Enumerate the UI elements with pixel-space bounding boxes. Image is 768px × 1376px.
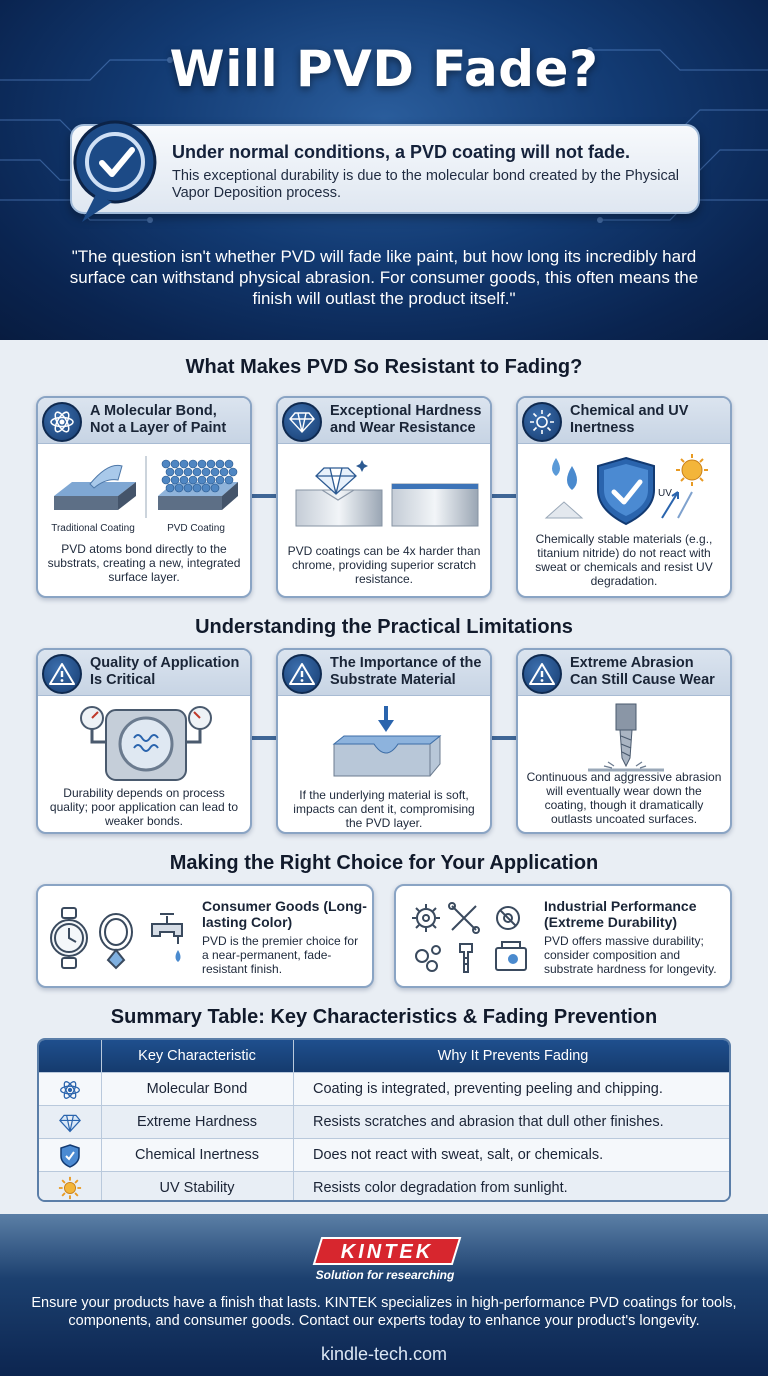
table-row <box>39 1171 729 1202</box>
card-abrasion <box>516 648 732 834</box>
hardness-illustration <box>292 454 482 534</box>
card-description: Continuous and aggressive abrasion will eventually wear down the coating, though it dramatically outlasts uncoated surfaces. <box>526 770 722 826</box>
consumer-goods-icons <box>50 906 200 970</box>
table-cell: Resists color degradation from sunlight. <box>313 1180 568 1196</box>
choice-description: PVD offers massive durability; consider composition and substrate hardness for longevity. <box>544 934 717 976</box>
section-title-choice: Making the Right Choice for Your Application <box>169 852 599 874</box>
website-link[interactable]: kindle-tech.com <box>320 1344 448 1364</box>
coating-comparison-illustration <box>48 452 244 522</box>
atom-icon <box>42 402 82 442</box>
table-row <box>39 1105 729 1138</box>
chemical-uv-illustration <box>542 452 712 530</box>
card-chemical-uv <box>516 396 732 598</box>
column-header: Why It Prevents Fading <box>437 1048 589 1064</box>
card-substrate <box>276 648 492 834</box>
sun-icon <box>58 1176 82 1200</box>
section-title-resistance: What Makes PVD So Resistant to Fading? <box>185 356 583 378</box>
vacuum-chamber-illustration <box>78 702 214 784</box>
callout-body: This exceptional durability is due to the molecular bond created by the Physical Vapor Deposition process. <box>172 168 679 201</box>
choice-title: Consumer Goods (Long-lasting Color) <box>202 898 367 930</box>
industrial-tools-icons <box>408 900 540 976</box>
footer <box>0 1214 768 1376</box>
card-description: If the underlying material is soft, impacts can dent it, compromising the PVD layer. <box>293 788 475 830</box>
table-cell: Coating is integrated, preventing peeling and chipping. <box>313 1081 663 1097</box>
drill-abrasion-illustration <box>584 702 668 778</box>
uv-label: UV <box>658 488 672 499</box>
sun-chemical-icon <box>522 402 562 442</box>
warning-icon <box>42 654 82 694</box>
card-description: PVD atoms bond directly to the substrats, creating a new, integrated surface layer. <box>47 542 241 584</box>
table-header <box>39 1040 729 1072</box>
brand-tagline: Solution for researching <box>315 1268 455 1282</box>
column-header: Key Characteristic <box>138 1048 256 1064</box>
table-row <box>39 1072 729 1105</box>
shield-icon <box>60 1144 80 1168</box>
card-title: Exceptional Hardness and Wear Resistance <box>330 403 482 436</box>
table-cell: Extreme Hardness <box>136 1114 258 1130</box>
section-title-limitations: Understanding the Practical Limitations <box>195 616 573 638</box>
card-application-quality <box>36 648 252 834</box>
section-title-summary: Summary Table: Key Characteristics & Fading Prevention <box>110 1006 658 1028</box>
card-title: Chemical and UV Inertness <box>570 403 689 436</box>
card-molecular-bond <box>36 396 252 598</box>
expert-quote: "The question isn't whether PVD will fade like paint, but how long its incredibly hard surface can withstand physical abrasion. For consumer goods, this often means the finish will outlast the product itself." <box>69 247 699 308</box>
key-answer-callout <box>70 124 700 214</box>
table-row <box>39 1138 729 1171</box>
choice-title: Industrial Performance (Extreme Durability) <box>544 898 697 930</box>
table-cell: Does not react with sweat, salt, or chemicals. <box>313 1147 604 1163</box>
hero-banner <box>0 0 768 340</box>
table-cell: UV Stability <box>159 1180 235 1196</box>
choice-industrial <box>394 884 732 988</box>
atom-icon <box>59 1079 81 1101</box>
choice-description: PVD is the premier choice for a near-permanent, fade-resistant finish. <box>202 934 359 976</box>
card-hardness <box>276 396 492 598</box>
summary-table <box>37 1038 731 1202</box>
card-title: Extreme Abrasion Can Still Cause Wear <box>570 655 715 688</box>
check-badge-icon <box>72 118 158 226</box>
diamond-icon <box>59 1112 81 1134</box>
card-title: The Importance of the Substrate Material <box>330 655 482 688</box>
card-title: Quality of Application Is Critical <box>90 655 240 688</box>
footer-cta: Ensure your products have a finish that lasts. KINTEK specializes in high-performance PVD coatings for tools, components, and consumer goods. Contact our experts today to enhance your product's longevity. <box>31 1295 737 1329</box>
table-cell: Resists scratches and abrasion that dull other finishes. <box>313 1114 664 1130</box>
brand-name: KINTEK <box>340 1241 434 1263</box>
table-cell: Chemical Inertness <box>134 1147 260 1163</box>
card-description: PVD coatings can be 4x harder than chrome, providing superior scratch resistance. <box>287 544 481 586</box>
diamond-icon <box>282 402 322 442</box>
warning-icon <box>282 654 322 694</box>
table-cell: Molecular Bond <box>146 1081 248 1097</box>
choice-consumer-goods <box>36 884 374 988</box>
card-description: Durability depends on process quality; poor application can lead to weaker bonds. <box>49 786 239 828</box>
card-title: A Molecular Bond, Not a Layer of Paint <box>90 403 227 436</box>
callout-heading: Under normal conditions, a PVD coating will not fade. <box>172 142 631 162</box>
kintek-logo <box>312 1236 462 1266</box>
warning-icon <box>522 654 562 694</box>
page-title: Will PVD Fade? <box>169 40 599 98</box>
card-description: Chemically stable materials (e.g., titanium nitride) do not react with sweat or chemicals and resist UV degradation. <box>535 532 713 588</box>
label-pvd: PVD Coating <box>167 523 225 534</box>
label-traditional: Traditional Coating <box>51 523 135 534</box>
dented-substrate-illustration <box>330 704 442 786</box>
